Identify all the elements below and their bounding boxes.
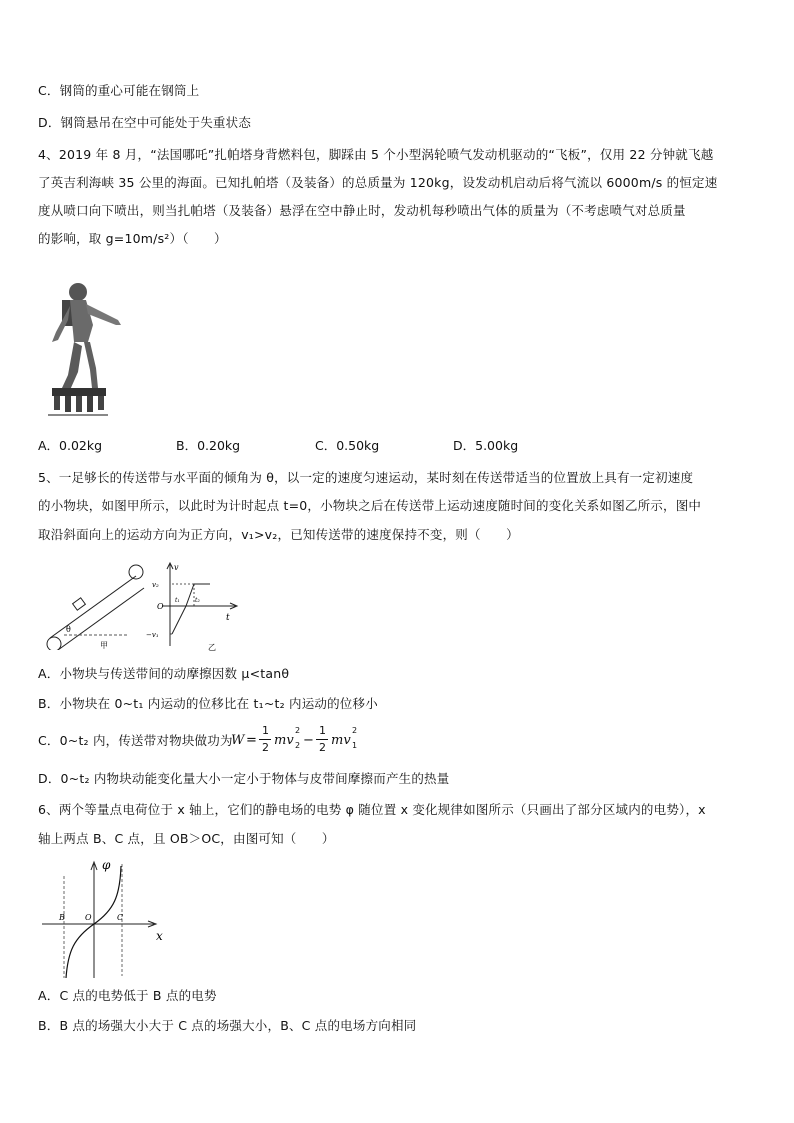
point-b-label: B [59,913,65,922]
q5-text-line-2: 的小物块，如图甲所示，以此时为计时起点 t=0，小物块之后在传送带上运动速度随时间的变化关系如图乙所示，图中 [38,498,702,513]
axis-phi-label: φ [102,858,111,872]
q4-option-d: D．5.00kg [453,438,519,453]
v2-label: v₂ [152,581,159,589]
q4-flyboard-figure [38,280,128,420]
q5-text-line-3: 取沿斜面向上的运动方向为正方向，v₁>v₂，已知传送带的速度保持不变，则（ ） [38,527,519,542]
axis-t-label: t [226,613,230,623]
q3-option-c: C．钢筒的重心可能在钢筒上 [38,83,200,98]
neg-v1-label: −v₁ [146,631,159,639]
q3-option-d: D．钢筒悬吊在空中可能处于失重状态 [38,115,252,130]
q5-text-line-1: 5、一足够长的传送带与水平面的倾角为 θ，以一定的速度匀速运动，某时刻在传送带适当的位置放上具有一定初速度 [38,470,694,485]
q6-text-line-2: 轴上两点 B、C 点，且 OB＞OC，由图可知（ ） [38,831,335,846]
q6-text-line-1: 6、两个等量点电荷位于 x 轴上，它们的静电场的电势 φ 随位置 x 变化规律如图所示（只画出了部分区域内的电势），x [38,802,706,817]
q5-conveyor-figure [40,558,150,650]
q4-text-line-2: 了英吉利海峡 35 公里的海面。已知扎帕塔（及装备）的总质量为 120kg，设发动机启动后将气流以 6000m/s 的恒定速 [38,175,718,190]
q6-option-a: A．C 点的电势低于 B 点的电势 [38,988,217,1003]
q5-option-c-formula: W = 1 2 mv 2 2 − 1 2 mv 2 1 [231,724,358,754]
q5-option-c: C．0~t₂ 内，传送带对物块做功为 [38,733,233,748]
origin-o-label: O [85,913,92,922]
t1-label: t₁ [175,597,180,604]
q4-option-b: B．0.20kg [176,438,241,453]
q5-option-d: D．0~t₂ 内物块动能变化量大小一定小于物体与皮带间摩擦而产生的热量 [38,771,450,786]
q4-option-c: C．0.50kg [315,438,380,453]
q5-vt-graph [142,560,246,656]
theta-label: θ [66,625,71,634]
q4-option-a: A．0.02kg [38,438,103,453]
point-c-label: C [117,913,124,922]
q6-option-b: B．B 点的场强大小大于 C 点的场强大小，B、C 点的电场方向相同 [38,1018,417,1033]
q5-option-b: B．小物块在 0~t₁ 内运动的位移比在 t₁~t₂ 内运动的位移小 [38,696,378,711]
fig-jia-label: 甲 [100,641,108,650]
q6-phi-x-graph [38,856,168,980]
axis-x-label: x [156,929,163,943]
q5-option-a: A．小物块与传送带间的动摩擦因数 μ<tanθ [38,666,290,681]
q4-text-line-3: 度从喷口向下喷出，则当扎帕塔（及装备）悬浮在空中静止时，发动机每秒喷出气体的质量为（不考虑喷气对总质量 [38,203,686,218]
t2-label: t₂ [195,597,200,604]
origin-label: O [157,602,164,611]
fig-yi-label: 乙 [208,643,216,652]
q4-text-line-1: 4、2019 年 8 月，“法国哪吒”扎帕塔身背燃料包，脚踩由 5 个小型涡轮喷气发动机驱动的“飞板”，仅用 22 分钟就飞越 [38,147,714,162]
axis-v-label: v [174,563,179,572]
q4-text-line-4: 的影响，取 g=10m/s²）（ ） [38,231,227,246]
